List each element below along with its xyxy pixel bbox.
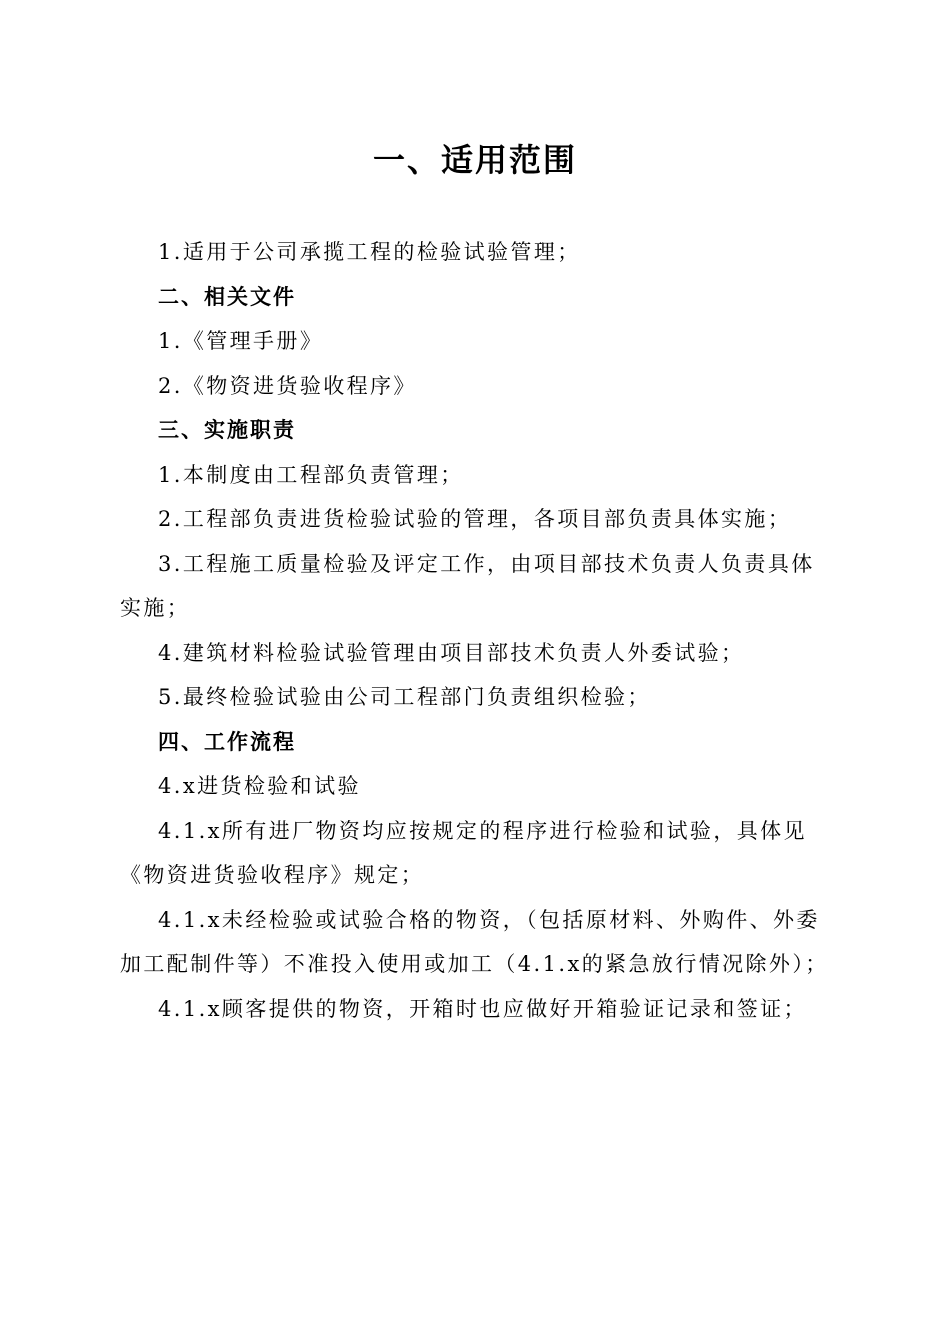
page-title: 一、适用范围 (372, 141, 577, 179)
paragraph-responsibility-3: 3.工程施工质量检验及评定工作，由项目部技术负责人负责具体实施； (120, 551, 815, 620)
document-body (120, 230, 832, 1031)
paragraph-related-doc-2: 2.《物资进货验收程序》 (158, 373, 417, 398)
paragraph-workflow-4: 4.1.x顾客提供的物资，开箱时也应做好开箱验证记录和签证； (158, 996, 807, 1021)
paragraph-workflow-2: 4.1.x所有进厂物资均应按规定的程序进行检验和试验，具体见《物资进货验收程序》规定； (120, 818, 807, 887)
section-heading-related-documents: 二、相关文件 (158, 284, 296, 309)
section-heading-responsibilities: 三、实施职责 (158, 418, 296, 442)
section-heading-workflow: 四、工作流程 (158, 729, 296, 754)
paragraph-workflow-3: 4.1.x未经检验或试验合格的物资，（包括原材料、外购件、外委加工配制件等）不准投入使用或加工（4.1.x的紧急放行情况除外）； (120, 907, 829, 976)
paragraph-scope-1: 1.适用于公司承揽工程的检验试验管理； (158, 240, 581, 264)
paragraph-responsibility-1: 1.本制度由工程部负责管理； (158, 462, 464, 487)
paragraph-workflow-1: 4.x进货检验和试验 (158, 774, 361, 798)
paragraph-related-doc-1: 1.《管理手册》 (158, 329, 324, 353)
paragraph-responsibility-4: 4.建筑材料检验试验管理由项目部技术负责人外委试验； (158, 640, 745, 665)
paragraph-responsibility-5: 5.最终检验试验由公司工程部门负责组织检验； (158, 685, 651, 709)
paragraph-responsibility-2: 2.工程部负责进货检验试验的管理，各项目部负责具体实施； (158, 507, 792, 531)
